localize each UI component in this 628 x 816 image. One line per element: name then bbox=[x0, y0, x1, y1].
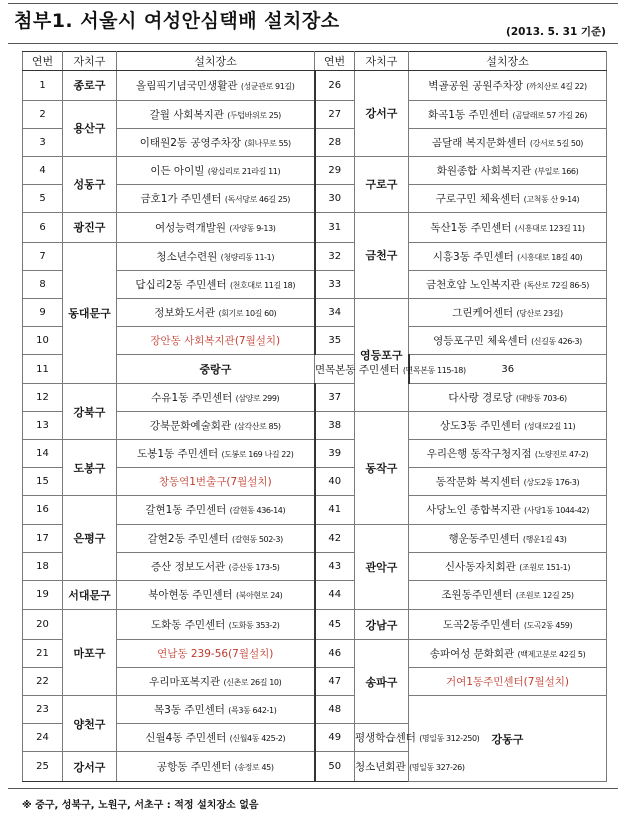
row-number: 47 bbox=[315, 668, 355, 696]
row-number: 43 bbox=[315, 552, 355, 580]
district-cell: 은평구 bbox=[63, 496, 117, 580]
place-cell bbox=[117, 100, 315, 128]
place-name: 정보화도서관 bbox=[154, 306, 216, 319]
row-number: 2 bbox=[23, 100, 63, 128]
place-address: (북아현로 24) bbox=[236, 591, 283, 601]
footnote: ※ 중구, 성북구, 노원구, 서초구 : 적정 설치장소 없음 bbox=[22, 800, 259, 811]
district-cell: 양천구 bbox=[63, 696, 117, 752]
place-address: (목3동 642-1) bbox=[228, 706, 277, 716]
place-name: 여성능력개발원 bbox=[155, 221, 227, 234]
place-address: (왕십리로 21라길 11) bbox=[207, 166, 281, 176]
place-cell bbox=[409, 668, 607, 696]
place-address: (자양동 9-13) bbox=[229, 223, 276, 233]
place-name: 그린케어센터 bbox=[452, 306, 514, 319]
place-name: 화원종합 사회복지관 bbox=[436, 164, 532, 177]
place-cell bbox=[117, 440, 315, 468]
header-place: 설치장소 bbox=[117, 52, 315, 71]
header-place: 설치장소 bbox=[409, 52, 607, 71]
place-name: 공항동 주민센터 bbox=[156, 761, 232, 774]
table-row bbox=[23, 384, 607, 412]
row-number: 11 bbox=[23, 354, 63, 384]
place-cell bbox=[117, 724, 315, 752]
place-address: (대방동 703-6) bbox=[515, 394, 567, 404]
district-cell: 동작구 bbox=[355, 412, 409, 524]
place-name: 청소년회관 bbox=[355, 761, 406, 774]
row-number: 31 bbox=[315, 212, 355, 242]
place-name: 벽골공원 공원주차장 bbox=[428, 79, 523, 92]
place-name: 목3동 주민센터 bbox=[154, 704, 225, 717]
row-number: 13 bbox=[23, 412, 63, 440]
place-name: 신사동자치회관 bbox=[444, 560, 516, 573]
row-number: 34 bbox=[315, 298, 355, 326]
place-cell bbox=[409, 384, 607, 412]
place-cell bbox=[409, 100, 607, 128]
place-address: (신길동 426-3) bbox=[531, 336, 582, 346]
district-cell: 성동구 bbox=[63, 156, 117, 212]
place-cell bbox=[117, 384, 315, 412]
table-row bbox=[23, 71, 607, 101]
row-number: 40 bbox=[315, 468, 355, 496]
row-number: 22 bbox=[23, 668, 63, 696]
place-cell bbox=[409, 468, 607, 496]
place-address: (회기로 10길 60) bbox=[218, 308, 277, 318]
place-name: 거여1동주민센터(7월설치) bbox=[446, 676, 569, 689]
row-number: 26 bbox=[315, 71, 355, 101]
place-address: (시흥대로 18길 40) bbox=[517, 252, 583, 262]
place-cell bbox=[117, 668, 315, 696]
place-address: (갈현동 502-3) bbox=[232, 534, 283, 544]
row-number: 23 bbox=[23, 696, 63, 724]
place-name: 행운동주민센터 bbox=[448, 532, 520, 545]
place-name: 갈현1동 주민센터 bbox=[145, 504, 227, 517]
place-address: (성균관로 91길) bbox=[240, 81, 295, 91]
place-cell bbox=[117, 696, 315, 724]
place-address: (신월4동 425-2) bbox=[229, 734, 286, 744]
place-cell bbox=[409, 552, 607, 580]
place-cell bbox=[117, 212, 315, 242]
table-row bbox=[23, 242, 607, 270]
district-cell: 강북구 bbox=[63, 384, 117, 440]
place-cell bbox=[409, 184, 607, 212]
place-address: (면목본동 115-18) bbox=[402, 365, 466, 375]
place-name: 도봉1동 주민센터 bbox=[137, 448, 219, 461]
place-cell bbox=[117, 270, 315, 298]
place-address: (조원로 12길 25) bbox=[515, 591, 574, 601]
place-cell bbox=[117, 242, 315, 270]
row-number: 25 bbox=[23, 752, 63, 782]
place-name: 갈월 사회복지관 bbox=[149, 108, 224, 121]
place-name: 우리마포복지관 bbox=[149, 676, 221, 689]
place-name: 다사랑 경로당 bbox=[448, 392, 513, 405]
row-number: 9 bbox=[23, 298, 63, 326]
district-cell: 마포구 bbox=[63, 610, 117, 696]
table-row bbox=[23, 580, 607, 610]
place-cell bbox=[117, 580, 315, 610]
place-cell bbox=[409, 440, 607, 468]
place-cell bbox=[355, 724, 480, 752]
place-address: (천호대로 11길 18) bbox=[229, 280, 296, 290]
place-cell bbox=[117, 184, 315, 212]
place-cell bbox=[409, 640, 607, 668]
row-number: 14 bbox=[23, 440, 63, 468]
place-name: 곰달래 복지문화센터 bbox=[431, 136, 527, 149]
place-name: 독산1동 주민센터 bbox=[430, 221, 512, 234]
row-number: 20 bbox=[23, 610, 63, 640]
table-row bbox=[23, 610, 607, 640]
row-number: 37 bbox=[315, 384, 355, 412]
row-number: 27 bbox=[315, 100, 355, 128]
place-address: (명일동 327-26) bbox=[409, 763, 465, 773]
row-number: 17 bbox=[23, 524, 63, 552]
place-name: 사당노인 종합복지관 bbox=[426, 504, 521, 517]
row-number: 10 bbox=[23, 326, 63, 354]
place-address: (성대로2길 11) bbox=[524, 422, 576, 432]
header-num: 연번 bbox=[23, 52, 63, 71]
place-cell bbox=[409, 128, 607, 156]
place-address: (사당1동 1044-42) bbox=[524, 506, 589, 516]
place-name: 장안동 사회복지관(7월설치) bbox=[150, 334, 281, 347]
row-number: 49 bbox=[315, 724, 355, 752]
place-name: 연남동 239-56(7월설치) bbox=[157, 648, 274, 661]
place-cell bbox=[117, 326, 315, 354]
place-cell bbox=[117, 752, 315, 782]
row-number: 15 bbox=[23, 468, 63, 496]
row-number: 45 bbox=[315, 610, 355, 640]
place-address: (삼양로 299) bbox=[235, 394, 280, 404]
place-address: (독산로 72길 86-5) bbox=[523, 280, 589, 290]
place-address: (도봉로 169 나길 22) bbox=[221, 450, 294, 460]
row-number: 6 bbox=[23, 212, 63, 242]
row-number: 19 bbox=[23, 580, 63, 610]
place-address: (청량리동 11-1) bbox=[220, 252, 275, 262]
place-name: 이태원2동 공영주차장 bbox=[139, 136, 242, 149]
place-address: (백제고분로 42길 5) bbox=[517, 650, 586, 660]
table-row bbox=[23, 212, 607, 242]
place-address: (조원로 151-1) bbox=[519, 562, 571, 572]
place-name: 면목본동 주민센터 bbox=[315, 363, 400, 376]
table-row bbox=[23, 440, 607, 468]
district-cell: 강서구 bbox=[63, 752, 117, 782]
row-number: 3 bbox=[23, 128, 63, 156]
place-cell bbox=[409, 412, 607, 440]
place-cell bbox=[117, 552, 315, 580]
reference-date: (2013. 5. 31 기준) bbox=[506, 26, 606, 38]
district-cell: 영등포구 bbox=[355, 298, 409, 412]
place-cell bbox=[117, 468, 315, 496]
row-number: 8 bbox=[23, 270, 63, 298]
place-name: 구로구민 체육센터 bbox=[435, 192, 521, 205]
place-address: (당산로 23길) bbox=[516, 308, 563, 318]
row-number: 29 bbox=[315, 156, 355, 184]
district-cell: 강서구 bbox=[355, 71, 409, 157]
table-row bbox=[23, 496, 607, 524]
place-cell bbox=[409, 212, 607, 242]
row-number: 41 bbox=[315, 496, 355, 524]
place-name: 수유1동 주민센터 bbox=[151, 392, 233, 405]
place-name: 갈현2동 주민센터 bbox=[147, 532, 229, 545]
district-cell: 종로구 bbox=[63, 71, 117, 101]
place-address: (회나무로 55) bbox=[244, 138, 291, 148]
district-cell: 동대문구 bbox=[63, 242, 117, 384]
title-rule bbox=[8, 43, 618, 44]
place-cell bbox=[117, 524, 315, 552]
place-address: (노량진로 47-2) bbox=[534, 450, 589, 460]
place-name: 우리은행 동작구청지점 bbox=[426, 448, 532, 461]
header-num: 연번 bbox=[315, 52, 355, 71]
district-cell: 중랑구 bbox=[117, 354, 315, 384]
place-name: 시흥3동 주민센터 bbox=[432, 250, 514, 263]
row-number: 12 bbox=[23, 384, 63, 412]
row-number: 18 bbox=[23, 552, 63, 580]
place-address: (송정로 45) bbox=[234, 763, 274, 773]
place-cell bbox=[117, 640, 315, 668]
place-name: 조원동주민센터 bbox=[441, 589, 513, 602]
place-cell bbox=[409, 242, 607, 270]
row-number: 7 bbox=[23, 242, 63, 270]
district-cell: 광진구 bbox=[63, 212, 117, 242]
place-name: 상도3동 주민센터 bbox=[439, 420, 521, 433]
district-cell: 구로구 bbox=[355, 156, 409, 212]
place-cell bbox=[409, 496, 607, 524]
place-cell bbox=[355, 752, 465, 782]
place-cell bbox=[409, 524, 607, 552]
district-cell: 용산구 bbox=[63, 100, 117, 156]
place-address: (상도2동 176-3) bbox=[523, 478, 580, 488]
place-address: (증산동 173-5) bbox=[228, 562, 280, 572]
district-cell: 송파구 bbox=[355, 640, 409, 724]
table-header-row bbox=[23, 52, 607, 71]
place-address: (시흥대로 123길 11) bbox=[514, 223, 585, 233]
table-row bbox=[23, 100, 607, 128]
table-row bbox=[23, 156, 607, 184]
place-name: 도곡2동주민센터 bbox=[442, 619, 521, 632]
row-number: 4 bbox=[23, 156, 63, 184]
place-address: (독서당로 46길 25) bbox=[224, 194, 290, 204]
district-cell: 강동구 bbox=[409, 696, 607, 782]
place-name: 금천호암 노인복지관 bbox=[426, 278, 521, 291]
place-name: 올림픽기념국민생활관 bbox=[136, 79, 238, 92]
place-cell bbox=[117, 156, 315, 184]
row-number: 46 bbox=[315, 640, 355, 668]
place-name: 동작문화 복지센터 bbox=[435, 476, 521, 489]
place-cell bbox=[409, 71, 607, 101]
row-number: 30 bbox=[315, 184, 355, 212]
row-number: 5 bbox=[23, 184, 63, 212]
place-cell bbox=[117, 71, 315, 101]
place-cell bbox=[409, 326, 607, 354]
row-number: 44 bbox=[315, 580, 355, 610]
row-number: 24 bbox=[23, 724, 63, 752]
place-name: 청소년수련원 bbox=[156, 250, 218, 263]
row-number: 38 bbox=[315, 412, 355, 440]
place-name: 평생학습센터 bbox=[355, 732, 416, 745]
row-number: 39 bbox=[315, 440, 355, 468]
place-address: (까치산로 4길 22) bbox=[526, 81, 587, 91]
place-name: 도화동 주민센터 bbox=[150, 619, 226, 632]
place-cell bbox=[409, 156, 607, 184]
place-cell bbox=[117, 496, 315, 524]
row-number: 32 bbox=[315, 242, 355, 270]
place-name: 신월4동 주민센터 bbox=[145, 732, 227, 745]
row-number: 28 bbox=[315, 128, 355, 156]
table-row bbox=[23, 696, 607, 724]
document-title: 첨부1. 서울시 여성안심택배 설치장소 bbox=[14, 10, 340, 32]
place-cell bbox=[117, 412, 315, 440]
row-number: 35 bbox=[315, 326, 355, 354]
place-name: 이든 아이빌 bbox=[150, 164, 205, 177]
place-name: 증산 정보도서관 bbox=[150, 560, 226, 573]
place-name: 북아현동 주민센터 bbox=[148, 589, 233, 602]
place-cell bbox=[409, 580, 607, 610]
place-address: (갈현동 436-14) bbox=[229, 506, 286, 516]
header-district: 자치구 bbox=[63, 52, 117, 71]
place-address: (도화동 353-2) bbox=[228, 621, 280, 631]
row-number: 21 bbox=[23, 640, 63, 668]
place-address: (강서로 5길 50) bbox=[529, 138, 584, 148]
place-address: (명일동 312-250) bbox=[419, 734, 480, 744]
place-address: (부일로 166) bbox=[534, 166, 579, 176]
place-address: (신촌로 26길 10) bbox=[223, 678, 282, 688]
row-number: 48 bbox=[315, 696, 355, 724]
row-number: 33 bbox=[315, 270, 355, 298]
bottom-rule bbox=[8, 788, 618, 789]
row-number: 36 bbox=[409, 354, 607, 384]
place-cell bbox=[409, 270, 607, 298]
row-number: 16 bbox=[23, 496, 63, 524]
district-cell: 서대문구 bbox=[63, 580, 117, 610]
place-name: 답십리2동 주민센터 bbox=[135, 278, 227, 291]
place-cell bbox=[117, 298, 315, 326]
place-address: (도곡2동 459) bbox=[523, 621, 573, 631]
place-name: 송파여성 문화회관 bbox=[429, 648, 515, 661]
place-address: (두텁바위로 25) bbox=[227, 110, 281, 120]
header-district: 자치구 bbox=[355, 52, 409, 71]
place-name: 영등포구민 체육센터 bbox=[433, 334, 528, 347]
place-address: (삼각산로 85) bbox=[234, 422, 281, 432]
place-cell bbox=[409, 298, 607, 326]
place-cell bbox=[117, 128, 315, 156]
place-cell bbox=[409, 610, 607, 640]
place-name: 화곡1동 주민센터 bbox=[428, 108, 510, 121]
row-number: 1 bbox=[23, 71, 63, 101]
place-address: (행운1길 43) bbox=[522, 534, 567, 544]
place-address: (곰달래로 57 가길 26) bbox=[512, 110, 587, 120]
row-number: 42 bbox=[315, 524, 355, 552]
place-address: (고척동 산 9-14) bbox=[523, 194, 580, 204]
location-table bbox=[22, 51, 607, 782]
district-cell: 금천구 bbox=[355, 212, 409, 298]
district-cell: 관악구 bbox=[355, 524, 409, 610]
place-name: 금호1가 주민센터 bbox=[140, 192, 222, 205]
row-number: 50 bbox=[315, 752, 355, 782]
top-rule bbox=[8, 3, 618, 4]
place-cell bbox=[117, 610, 315, 640]
place-name: 창동역1번출구(7월설치) bbox=[158, 476, 272, 489]
district-cell: 도봉구 bbox=[63, 440, 117, 496]
place-name: 강북문화예술회관 bbox=[149, 420, 232, 433]
district-cell: 강남구 bbox=[355, 610, 409, 640]
